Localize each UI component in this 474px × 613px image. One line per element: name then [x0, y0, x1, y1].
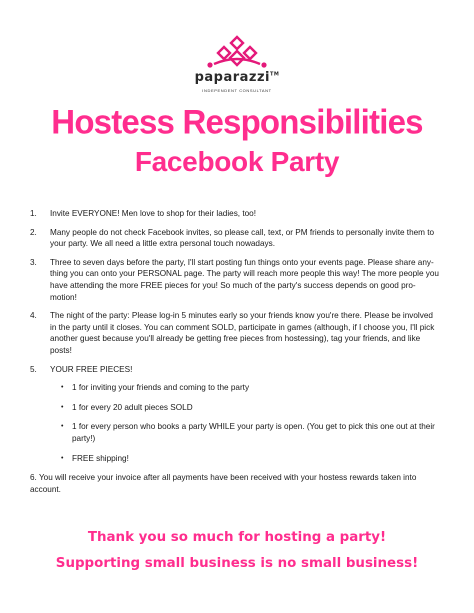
list-number: 1. [30, 209, 37, 218]
bullet-icon: • [61, 454, 64, 462]
bullet-icon: • [61, 403, 64, 411]
list-text: Many people do not check Facebook invites, so please call, text, or PM friends to personally invite them to your party. We all need a little extra personal touch nowadays. [50, 227, 435, 249]
page-subtitle: Facebook Party [134, 146, 340, 177]
small-business-line: Supporting small business is no small business! [55, 556, 419, 571]
list-item [30, 227, 440, 250]
thank-you-line: Thank you so much for hosting a party! [87, 530, 387, 545]
free-piece-text: FREE shipping! [72, 453, 129, 463]
list-number: 2. [30, 227, 37, 237]
free-piece-text: 1 for every person who books a party WHILE your party is open. (You get to pick this one out at their party!) [72, 422, 435, 443]
list-number: 4. [30, 311, 37, 321]
list-text: The night of the party: Please log-in 5 minutes early so your friends know you're there. Please be involved in the party until it closes. You can comment SOLD, participate in games (although, if I choose you, I'll pick another guest because you'll already be getting free pieces from hostessing), tag your friends, and like posts! [50, 311, 435, 355]
list-item [30, 310, 440, 356]
free-piece-item [30, 421, 440, 444]
free-piece-item [30, 453, 440, 465]
free-piece-text: 1 for inviting your friends and coming to the party [72, 383, 250, 393]
free-piece-item [30, 382, 440, 394]
list-text: Three to seven days before the party, I'll start posting fun things onto your events page. Please share any-thing you can onto your PERSONAL page. The party will reach more people this way! The more people you have attending the more FREE pieces for you! So much of the party's success depends on good pro-motion! [50, 257, 439, 302]
list-item [30, 208, 440, 220]
list-text: Invite EVERYONE! Men love to shop for their ladies, too! [50, 209, 257, 218]
list-number: 5. [30, 364, 37, 374]
list-text: YOUR FREE PIECES! [50, 364, 133, 374]
logo [0, 34, 474, 94]
paparazzi-gem-crown-icon [202, 34, 272, 70]
list-number: 3. [30, 257, 37, 267]
responsibilities-list [30, 208, 440, 503]
list-item [30, 257, 440, 303]
list-item [30, 364, 440, 376]
brand-name: paparazzi™ [194, 70, 280, 85]
closing-note: 6. You will receive your invoice after all payments have been received with your hostess rewards taken into account. [30, 473, 417, 494]
brand-tagline: INDEPENDENT CONSULTANT [202, 88, 272, 93]
free-piece-text: 1 for every 20 adult pieces SOLD [72, 402, 193, 412]
bullet-icon: • [61, 384, 64, 392]
bullet-icon: • [61, 423, 64, 431]
free-piece-item [30, 402, 440, 414]
page-title: Hostess Responsibilities [51, 102, 423, 141]
